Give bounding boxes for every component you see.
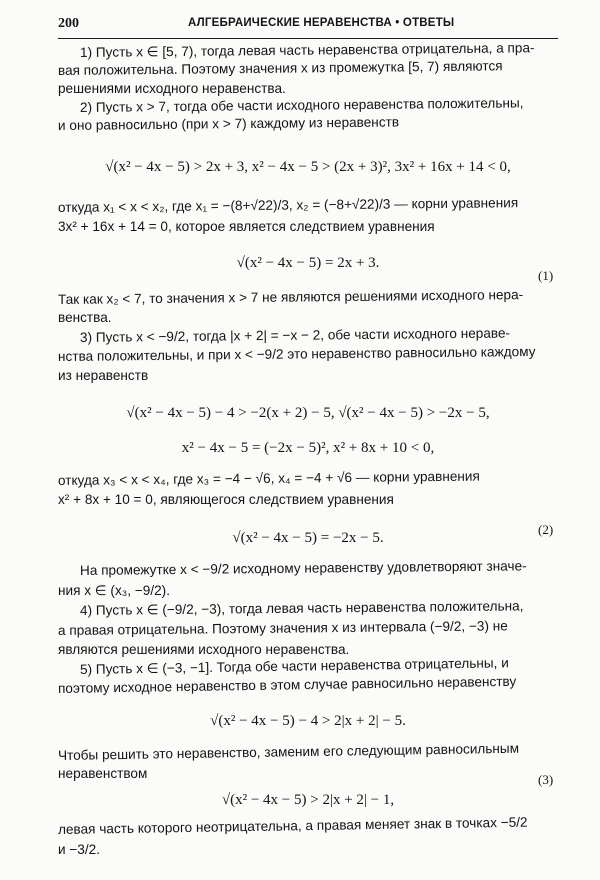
text-line: откуда x₃ < x < x₄, где x₃ = −4 − √6, x₄ = −4 + √6 — корни уравнения — [57, 468, 480, 488]
text-line: 3x² + 16x + 14 = 0, которое является следствием уравнения — [58, 219, 435, 234]
text-line: неравенством — [58, 766, 148, 781]
formula-line: √(x² − 4x − 5) − 4 > 2|x + 2| − 5. — [210, 713, 406, 729]
page-number: 200 — [58, 16, 79, 31]
text-line: венства. — [58, 310, 112, 325]
formula-line: x² − 4x − 5 = (−2x − 5)², x² + 8x + 10 < 0, — [181, 440, 435, 456]
text-line: 5) Пусть x ∈ (−3, −1]. Тогда обе части неравенства отрицательны, и — [79, 655, 509, 677]
formula-line: √(x² − 4x − 5) = −2x − 5. — [232, 530, 384, 546]
header-rule — [58, 38, 558, 39]
text-line: откуда x₁ < x < x₂, где x₁ = −(8+√22)/3, x₂ = (−8+√22)/3 — корни уравнения — [57, 195, 519, 215]
page-header — [58, 16, 558, 36]
text-line: вая положительна. Поэтому значения x из промежутка [5, 7) являются — [57, 58, 503, 78]
formula-line: √(x² − 4x − 5) > 2|x + 2| − 1, — [221, 792, 395, 808]
text-line: а правая отрицательна. Поэтому значения x из интервала (−9/2, −3) не — [57, 618, 508, 638]
text-line: поэтому исходное неравенство в этом случае равносильно неравенству — [57, 673, 517, 696]
text-line: решениями исходного неравенства. — [58, 81, 286, 96]
text-line: из неравенств — [58, 368, 149, 383]
formula-line: √(x² − 4x − 5) = 2x + 3. — [236, 255, 380, 271]
text-line: 4) Пусть x ∈ (−9/2, −3), тогда левая часть неравенства положительна, — [79, 598, 524, 618]
text-line: Чтобы решить это неравенство, заменим его следующим равносильным — [57, 740, 520, 763]
formula-line: √(x² − 4x − 5) − 4 > −2(x + 2) − 5, √(x² − 4x − 5) > −2x − 5, — [126, 405, 490, 421]
equation-number: (3) — [538, 772, 554, 787]
text-line: являются решениями исходного неравенства. — [58, 642, 350, 657]
equation-number: (2) — [538, 522, 554, 537]
text-line: и оно равносильно (при x > 7) каждому из неравенств — [57, 114, 400, 133]
text-line: 1) Пусть x ∈ [5, 7), тогда левая часть неравенства отрицательна, а пра- — [79, 40, 535, 60]
text-line: x² + 8x + 10 = 0, являющегося следствием уравнения — [58, 492, 394, 507]
text-line: ния x ∈ (x₃, −9/2). — [58, 583, 170, 598]
text-line: и −3/2. — [58, 842, 100, 857]
text-line: На промежутке x < −9/2 исходному неравенству удовлетворяют значе- — [79, 558, 527, 578]
formula-line: √(x² − 4x − 5) > 2x + 3, x² − 4x − 5 > (2x + 3)², 3x² + 16x + 14 < 0, — [105, 159, 511, 175]
text-line: 2) Пусть x > 7, тогда обе части исходного неравенства положительны, — [79, 95, 524, 115]
equation-number: (1) — [538, 268, 554, 283]
running-head: АЛГЕБРАИЧЕСКИЕ НЕРАВЕНСТВА • ОТВЕТЫ — [188, 17, 455, 29]
text-line: Так как x₂ < 7, то значения x > 7 не являются решениями исходного нера- — [57, 287, 524, 307]
text-line: 3) Пусть x < −9/2, тогда |x + 2| = −x − 2, обе части исходного нераве- — [79, 325, 511, 345]
text-line: нства положительны, и при x < −9/2 это неравенство равносильно каждому — [57, 344, 536, 364]
text-line: левая часть которого неотрицательна, а правая меняет знак в точках −5/2 — [57, 814, 528, 837]
